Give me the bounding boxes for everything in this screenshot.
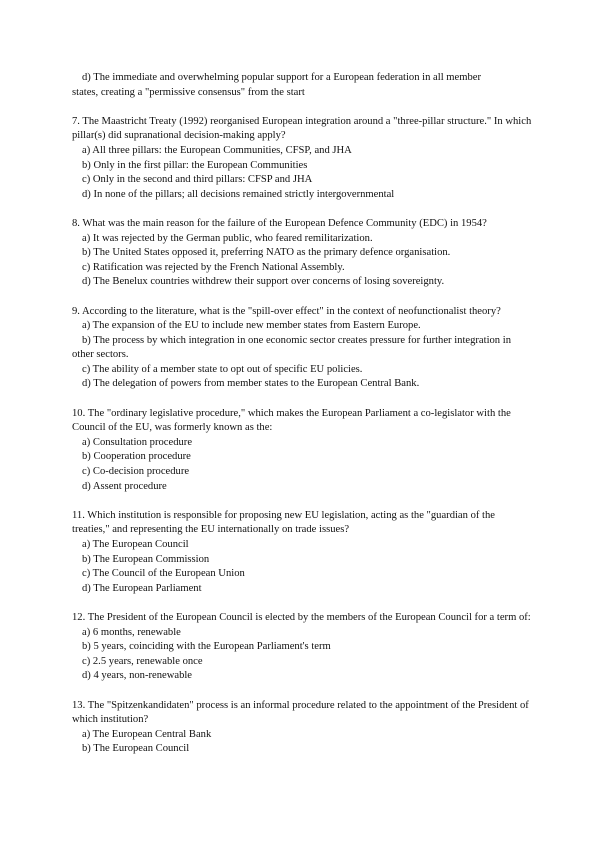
question-stem: 9. According to the literature, what is the "spill-over effect" in the context of neofunctionalist theory? xyxy=(72,305,501,317)
question-7 xyxy=(72,115,532,203)
question-stem: 13. The "Spitzenkandidaten" process is an informal procedure related to the appointment of the President of which institution? xyxy=(72,699,529,726)
question-8 xyxy=(72,217,532,290)
option-a: a) 6 months, renewable xyxy=(82,626,181,638)
question-stem: 8. What was the main reason for the failure of the European Defence Community (EDC) in 1954? xyxy=(72,217,487,229)
question-6-continuation xyxy=(72,71,532,100)
option-b xyxy=(72,334,532,363)
question-11 xyxy=(72,509,532,597)
option-c: c) The Council of the European Union xyxy=(82,568,245,580)
question-12 xyxy=(72,611,532,684)
option-a: a) The European Council xyxy=(82,539,189,550)
option-c: c) Co-decision procedure xyxy=(82,466,190,478)
option-c: c) Only in the second and third pillars: CFSP and JHA xyxy=(82,174,313,186)
option-d-continuation: states, creating a "permissive consensus" from the start xyxy=(72,86,305,98)
question-10 xyxy=(72,407,532,495)
option-d: d) The European Parliament xyxy=(82,582,202,594)
option-d: d) 4 years, non-renewable xyxy=(82,670,193,682)
option-d: d) In none of the pillars; all decisions remained strictly intergovernmental xyxy=(82,188,395,200)
option-c: c) 2.5 years, renewable once xyxy=(82,655,203,667)
option-b: b) Cooperation procedure xyxy=(82,451,191,463)
question-stem: 10. The "ordinary legislative procedure," which makes the European Parliament a co-legislator with the Council of the EU, was formerly known as the: xyxy=(72,407,511,434)
option-a: a) It was rejected by the German public, who feared remilitarization. xyxy=(82,232,373,244)
question-9 xyxy=(72,305,532,393)
option-c: c) The ability of a member state to opt out of specific EU policies. xyxy=(82,363,363,375)
option-c: c) Ratification was rejected by the French National Assembly. xyxy=(82,261,345,273)
option-b: b) The European Commission xyxy=(82,553,210,565)
quiz-page xyxy=(72,71,532,772)
question-stem: 11. Which institution is responsible for proposing new EU legislation, acting as the "guardian of the treaties," and representing the EU internationally on trade issues? xyxy=(72,509,495,536)
option-a: a) The expansion of the EU to include new member states from Eastern Europe. xyxy=(82,320,421,332)
option-b: b) 5 years, coinciding with the European Parliament's term xyxy=(82,641,331,653)
question-stem: 12. The President of the European Council is elected by the members of the European Council for a term of: xyxy=(72,611,531,623)
question-stem: 7. The Maastricht Treaty (1992) reorganised European integration around a "three-pillar structure." In which pillar(s) did supranational decision-making apply? xyxy=(72,115,532,142)
option-d: d) The Benelux countries withdrew their support over concerns of losing sovereignty. xyxy=(82,276,445,288)
option-d: d) The immediate and overwhelming popular support for a European federation in all member xyxy=(82,72,481,83)
option-b: b) Only in the first pillar: the European Communities xyxy=(82,159,308,171)
option-d: d) The delegation of powers from member states to the European Central Bank. xyxy=(82,378,420,390)
option-a: a) Consultation procedure xyxy=(82,436,193,448)
option-b: b) The United States opposed it, preferring NATO as the primary defence organisation. xyxy=(82,247,451,259)
option-a: a) The European Central Bank xyxy=(82,728,212,740)
option-b: b) The European Council xyxy=(82,743,190,755)
question-13 xyxy=(72,699,532,757)
option-d: d) Assent procedure xyxy=(82,480,167,492)
option-a: a) All three pillars: the European Communities, CFSP, and JHA xyxy=(82,144,352,156)
option-b-text: b) The process by which integration in one economic sector creates pressure for further integration in other sectors. xyxy=(72,334,511,361)
